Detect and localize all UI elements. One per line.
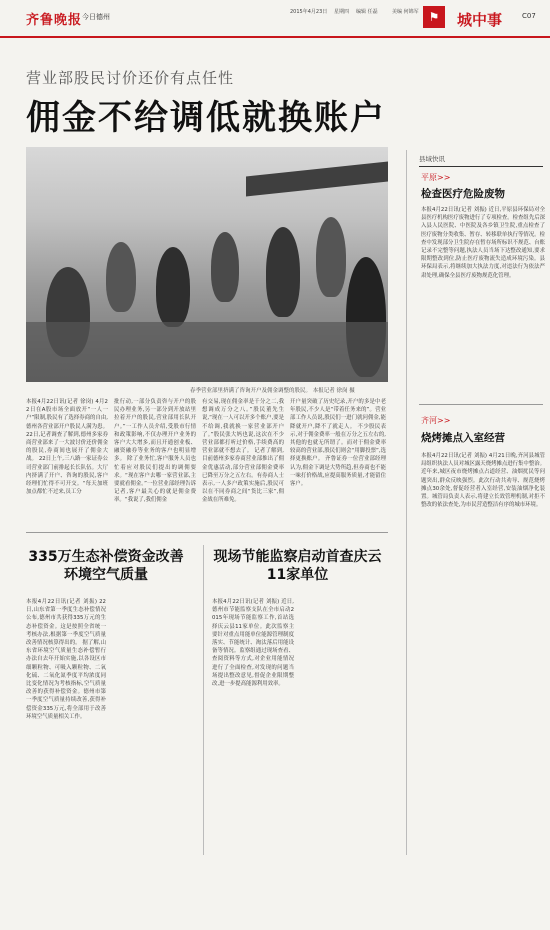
article-kicker: 营业部股民讨价还价有点任性 (26, 69, 235, 87)
story-body (113, 598, 195, 856)
sidebar-divider (406, 150, 407, 855)
photo-figure (156, 247, 190, 327)
story-body: 本报4月22日讯(记者 刘振) 近日,德州市节能监察支队在全市启动2015年现场节能监察工作,首站选择庆云县11家单位。此次监察主要针对重点用能单位能源管理制度落实、节能统计、淘汰落后用能设备等情况。监察组通过现场查看、查阅资料等方式,对企业用能情况进行了全面检查,对发现的问题当场提出整改意见,督促企业限期整改,进一步提高能源利用效率。 (212, 599, 294, 688)
article-column: 开户量突破了历史纪录,开户的多是中老年股民,不少人是“带着任务来的”。营业部工作人员说,股民们一进门就问佣金,能降就开户,降不了就走人。 不少股民表示,对于佣金费率一般在万分之五左右的,其他的也就无所谓了。而对于佣金费率较高的营业部,股民们则会“用脚投票”,选择更换账户。 齐鲁证券一位营业部经理认为,佣金下调是大势所趋,但券商也不能一味打价格战,应提高服务质量,才能留住客户。 (290, 399, 386, 488)
edition-name: 今日德州 (82, 13, 110, 21)
photo-counter (26, 322, 388, 382)
story-headline: 现场节能监察启动首查庆云11家单位 (213, 549, 382, 583)
photo-caption: 春季营业部里挤满了咨询开户及佣金调整的股民。 本报记者 徐岗 摄 (190, 388, 355, 394)
sidebar-headline: 烧烤摊点入室经营 (421, 432, 505, 444)
sidebar-category: 齐河>> (421, 416, 451, 425)
article-column: 批行动,一部分负责咨与开户的股民办理业务,另一部分到开放站里拉着开户的股民,营业部用长队开户。”一工作人员介绍,受股市行情和政策影响,不仅办理开户业务的客户大大增多,而且开通创业板、融资融券等业务的客户也明显增多。 除了业务忙,客户服务人员也忙着应对股民们提出的调佣要求。“现在客户去哪一家营业部,主要就看佣金。”一位营业部经理告诉记者,客户最关心的就是佣金费率。“我说了,我们佣金 (114, 399, 196, 504)
article-column: 有交易,现在佣金率是千分之二,我想调成万分之八。”股民董先生说,“现在一人可以开多个账户,要是不给调,我就换一家营业部开户了。”股民张大妈也说,这次在不少营业部都打听过价格,手续费高的营业部就不想去了。 记者了解到,目前德州多家券商营业部推出了佣金优惠活动,部分营业部佣金费率已降至万分之五左右。有券商人士表示,一人多户政策实施后,股民可以在不同券商之间“货比三家”,佣金战在所难免。 (202, 399, 284, 504)
sidebar-body: 本报4月22日讯(记者 刘振) 近日,平原县环保局对全县医疗机构医疗废物进行了专项检查。检查组先后深入县人民医院、中医院及各乡镇卫生院,重点检查了医疗废物分类收集、暂存、转移联单执行等情况。检查中发现部分卫生院存在暂存场所标识不规范、台账记录不完整等问题,执法人员当场下达整改通知,要求限期整改到位,防止医疗废物流失造成环境污染。县环保局表示,将继续加大执法力度,对违法行为依法严肃处理,确保全县医疗废物规范化管理。 (421, 207, 545, 279)
story-body: 本报4月22日讯(记者 刘振) 22日,山东省第一季度生态补偿情况公布,德州市共获得335万元的生态补偿资金。这是按照全省统一考核办法,根据第一季度空气质量改善情况核算得出的。 据了解,山东省环境空气质量生态补偿暂行办法自去年开始实施,以各设区市细颗粒物、可吸入颗粒物、二氧化硫、二氧化氮季度平均浓度同比变化情况为考核指标,空气质量改善的获得补偿资金。德州市第一季度空气质量持续改善,获得补偿资金335万元,将全部用于改善环境空气质量相关工作。 (26, 599, 106, 720)
sidebar-label: 县域快讯 (419, 155, 445, 163)
section-divider (26, 532, 388, 533)
sidebar-rule (419, 166, 543, 167)
issue-weekday: 星期四 (334, 9, 350, 15)
photo-figure (266, 227, 300, 317)
sidebar-category: 平原>> (421, 173, 451, 182)
page-header (0, 0, 550, 38)
editor-credit: 编辑 任磊 (356, 9, 378, 15)
sidebar-body: 本报4月22日讯(记者 刘振) 4月21日晚,齐河县城管局组织执法人员对城区露天烧烤摊点进行集中整治。近年来,城区夜市烧烤摊点占道经营、油烟扰民等问题突出,群众反映强烈。此次行动共劝导、规范烧烤摊点30余处,督促经营者入室经营,安装油烟净化装置。城管局负责人表示,将建立长效管理机制,对拒不整改的依法查处,为市民营造整洁有序的城市环境。 (421, 453, 545, 509)
story-headline: 335万生态补偿资金改善环境空气质量 (28, 549, 184, 583)
page-number: C07 (522, 12, 536, 20)
column-divider (203, 545, 204, 855)
section-name: 城中事 (457, 11, 503, 29)
designer-credit: 美编 何锦军 (392, 9, 419, 15)
article-photo (26, 147, 388, 382)
sidebar-headline: 检查医疗危险废物 (421, 188, 505, 200)
photo-banner (246, 162, 388, 197)
sidebar-rule (419, 404, 543, 405)
article-column: 本报4月22日讯(记者 徐岗) 4月22日在A股市场全面放开“一人一户”限制,股民有了选择券商的自由,德州各营业部开户股民人满为患。22日,记者调查了解到,德州多家券商营业部来了一大波讨价还价佣金的股民,券商间也展开了佣金大战。 22日上午,三八路一家证券公司营业部门前排起长长队伍。大厅内挤满了开户、咨询的股民,客户经理们忙得不可开交。“每天加班加点都忙不过来,员工分 (26, 399, 108, 496)
newspaper-logo: 齐鲁晚报 (26, 13, 83, 28)
section-icon: ⚑ (423, 6, 445, 28)
photo-figure (316, 217, 346, 297)
photo-figure (106, 242, 136, 312)
photo-figure (211, 232, 239, 302)
issue-date: 2015年4月23日 (290, 9, 328, 15)
article-headline: 佣金不给调低就换账户 (26, 98, 386, 138)
